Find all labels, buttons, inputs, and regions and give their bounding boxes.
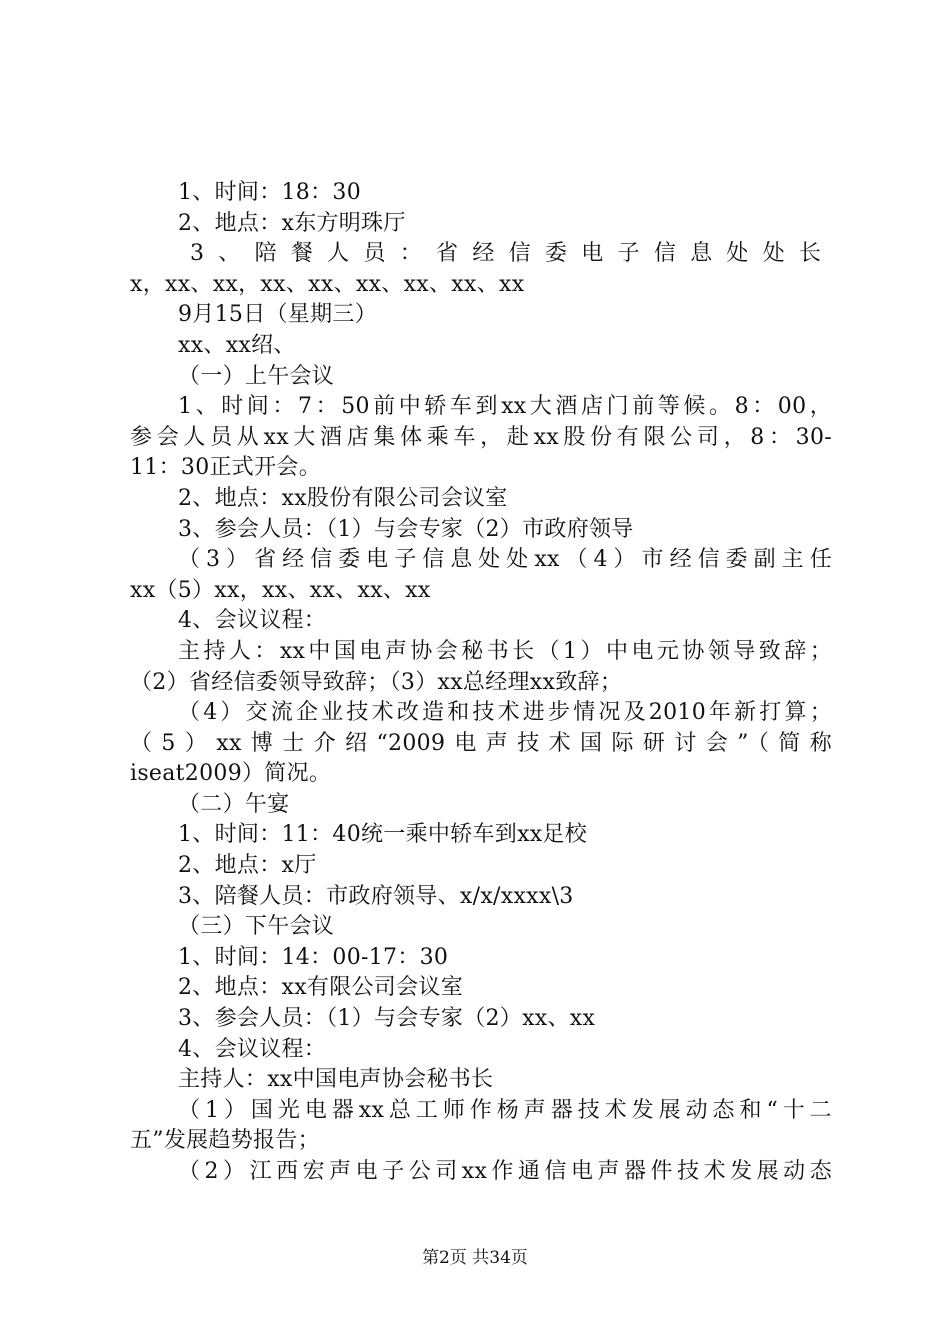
text-line: 2、地点：x厅 — [178, 853, 317, 879]
text-line: 2、地点：xx股份有限公司会议室 — [178, 485, 508, 511]
text-line: 3、参会人员：（1）与会专家（2）市政府领导 — [178, 516, 634, 542]
text-line: 主持人：xx中国电声协会秘书长（1）中电元协领导致辞； — [178, 638, 832, 664]
text-line: 1、时间：18：30 — [178, 180, 361, 205]
text-line: 3、陪餐人员：市政府领导、x/x/xxxx\3 — [178, 883, 574, 909]
section-heading: （二）午宴 — [178, 791, 290, 817]
text-line: x，xx、xx，xx、xx、xx、xx、xx、xx — [130, 271, 525, 297]
text-line: 主持人：xx中国电声协会秘书长 — [178, 1067, 494, 1093]
text-line: xx、xx绍、 — [178, 332, 296, 358]
text-line: （2）省经信委领导致辞；（3）xx总经理xx致辞； — [130, 669, 623, 695]
text-line: 五”发展趋势报告； — [130, 1128, 320, 1154]
text-line: 4、会议议程： — [178, 608, 327, 634]
text-line: 1、时间：7：50前中轿车到xx大酒店门前等候。8：00， — [178, 394, 832, 420]
text-line: iseat2009）简况。 — [130, 761, 332, 787]
text-line: 2、地点：xx有限公司会议室 — [178, 975, 464, 1001]
text-line: 1、时间：14：00-17：30 — [178, 944, 449, 970]
text-line: （1）国光电器xx总工师作杨声器技术发展动态和“十二 — [178, 1097, 832, 1123]
text-line: （4）交流企业技术改造和技术进步情况及2010年新打算； — [178, 700, 832, 726]
text-line: 2、地点：x东方明珠厅 — [178, 210, 406, 236]
text-line: 4、会议议程： — [178, 1036, 327, 1062]
page-footer: 第2页 共34页 — [422, 1248, 528, 1268]
section-heading: （三）下午会议 — [178, 914, 335, 940]
text-line: 3、陪餐人员：省经信委电子信息处处长 — [190, 241, 832, 267]
text-line: 3、参会人员：（1）与会专家（2）xx、xx — [178, 1006, 596, 1032]
text-line: 参会人员从xx大酒店集体乘车，赴xx股份有限公司，8：30- — [130, 424, 832, 450]
text-line: （2）江西宏声电子公司xx作通信电声器件技术发展动态 — [178, 1159, 832, 1184]
text-line: （5）xx博士介绍“2009电声技术国际研讨会”（简称 — [130, 730, 832, 756]
document-body — [130, 178, 832, 1188]
text-line: 9月15日（星期三） — [178, 302, 377, 328]
text-line: 1、时间：11：40统一乘中轿车到xx足校 — [178, 822, 588, 848]
text-line: xx（5）xx，xx、xx、xx、xx — [130, 577, 431, 603]
section-heading: （一）上午会议 — [178, 363, 335, 389]
text-line: （3）省经信委电子信息处处xx（4）市经信委副主任 — [178, 547, 832, 573]
text-line: 11：30正式开会。 — [130, 455, 321, 481]
